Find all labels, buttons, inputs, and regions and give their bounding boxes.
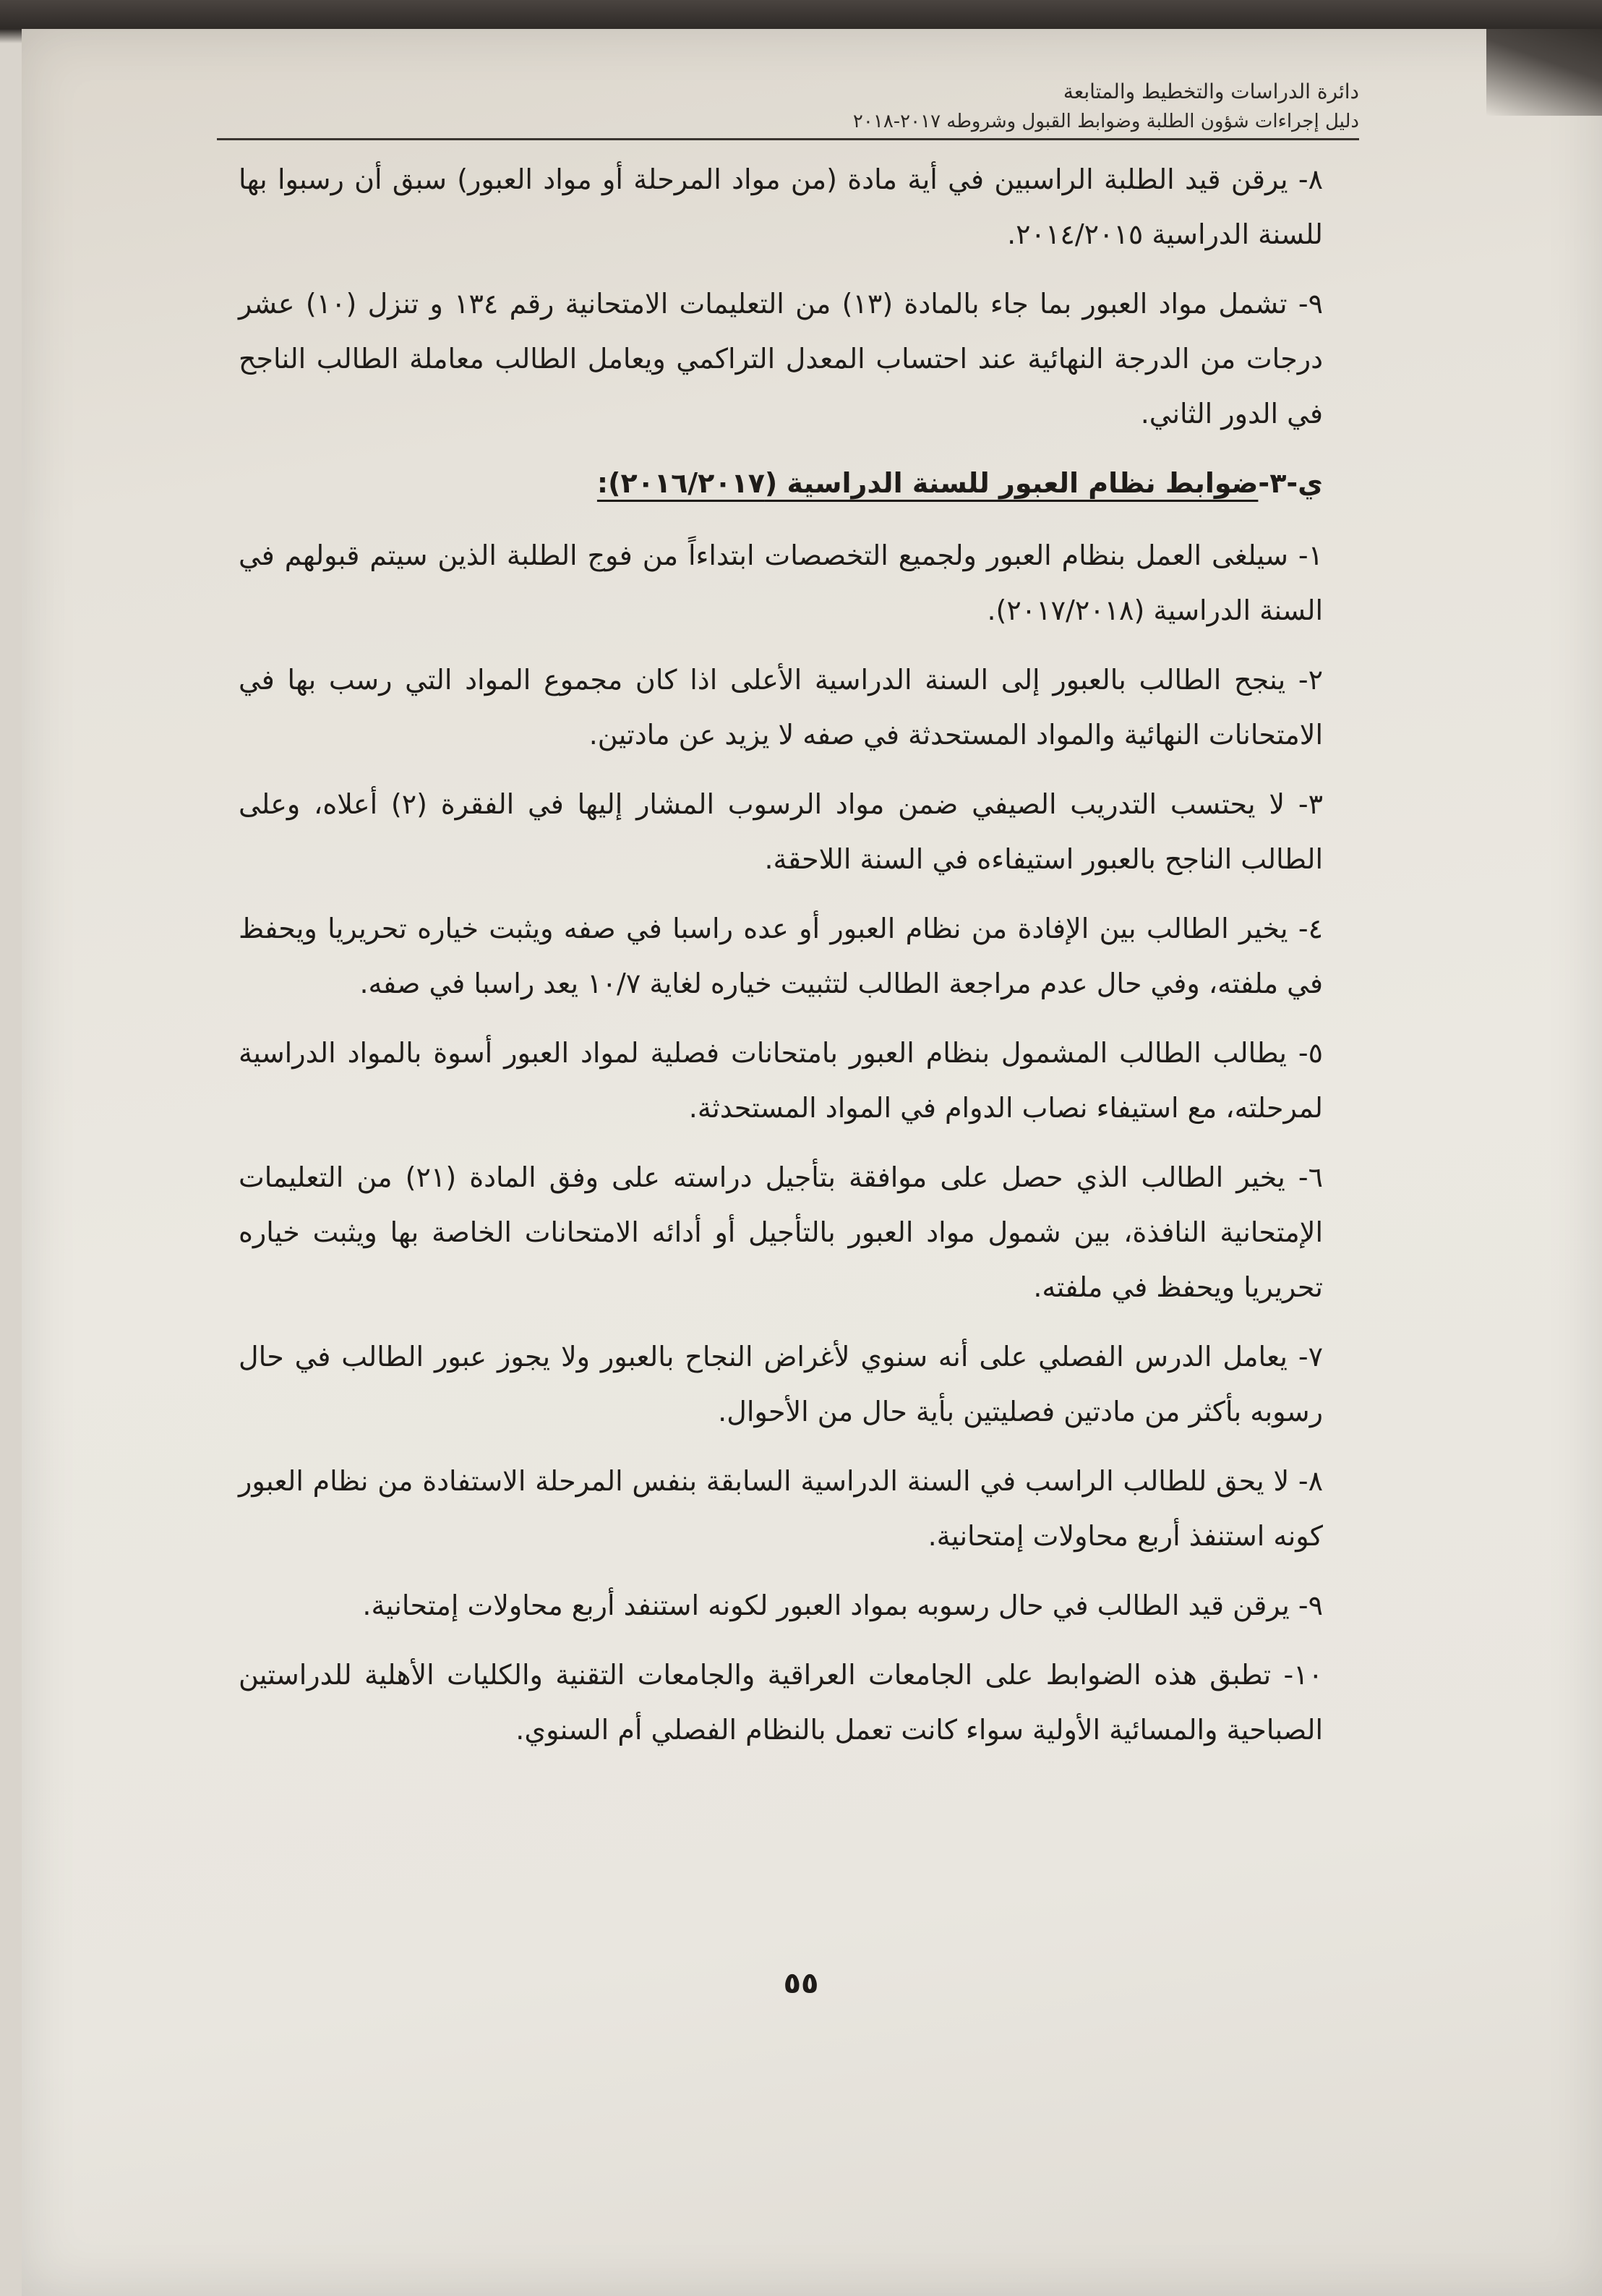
list-item-4: ٤- يخير الطالب بين الإفادة من نظام العبور أو عده راسبا في صفه ويثبت خياره تحريريا ويحفظ في ملفته، وفي حال عدم مراجعة الطالب لتثبيت خياره لغاية ١٠/٧ يعد راسبا في صفه. — [239, 913, 1323, 999]
list-item-7: ٧- يعامل الدرس الفصلي على أنه سنوي لأغراض النجاح بالعبور ولا يجوز عبور الطالب في حال رسوبه بأكثر من مادتين فصليتين بأية حال من الأحوال. — [239, 1341, 1323, 1427]
list-item-10: ١٠- تطبق هذه الضوابط على الجامعات العراقية والجامعات التقنية والكليات الأهلية للدراستين الصباحية والمسائية الأولية سواء كانت تعمل بالنظام الفصلي أم السنوي. — [239, 1659, 1323, 1746]
page-header — [217, 80, 1359, 140]
page-body — [239, 152, 1323, 1772]
list-item-2: ٢- ينجح الطالب بالعبور إلى السنة الدراسية الأعلى اذا كان مجموع المواد التي رسب بها في الامتحانات النهائية والمواد المستحدثة في صفه لا يزيد عن مادتين. — [239, 664, 1323, 751]
header-guide-title: دليل إجراءات شؤون الطلبة وضوابط القبول وشروطه ٢٠١٧-٢٠١٨ — [217, 111, 1359, 140]
list-item-8: ٨- لا يحق للطالب الراسب في السنة الدراسية السابقة بنفس المرحلة الاستفادة من نظام العبور كونه استنفذ أربع محاولات إمتحانية. — [239, 1465, 1323, 1552]
header-department: دائرة الدراسات والتخطيط والمتابعة — [1063, 80, 1359, 103]
section-heading — [239, 456, 1323, 511]
list-item-9: ٩- يرقن قيد الطالب في حال رسوبه بمواد العبور لكونه استنفد أربع محاولات إمتحانية. — [362, 1589, 1323, 1621]
list-item-1: ١- سيلغى العمل بنظام العبور ولجميع التخصصات ابتداءاً من فوج الطلبة الذين سيتم قبولهم في السنة الدراسية (٢٠١٧/٢٠١٨). — [239, 539, 1323, 626]
page-number: ٥٥ — [783, 1967, 819, 2000]
prev-item-9: ٩- تشمل مواد العبور بما جاء بالمادة (١٣) من التعليمات الامتحانية رقم ١٣٤ و تنزل (١٠) عشر درجات من الدرجة النهائية عند احتساب المعدل التراكمي ويعامل الطالب معاملة الطالب الناجح في الدور الثاني. — [239, 288, 1323, 430]
prev-item-8: ٨- يرقن قيد الطلبة الراسبين في أية مادة (من مواد المرحلة أو مواد العبور) سبق أن رسبوا بها للسنة الدراسية ٢٠١٤/٢٠١٥. — [239, 163, 1323, 250]
list-item-6: ٦- يخير الطالب الذي حصل على موافقة بتأجيل دراسته على وفق المادة (٢١) من التعليمات الإمتحانية النافذة، بين شمول مواد العبور بالتأجيل أو أدائه الامتحانات الخاصة بها ويثبت خياره تحريريا ويحفظ في ملفته. — [239, 1161, 1323, 1303]
page-corner-shadow — [1486, 29, 1602, 116]
section-prefix: ي-٣- — [1258, 467, 1323, 499]
list-item-5: ٥- يطالب الطالب المشمول بنظام العبور بامتحانات فصلية لمواد العبور أسوة بالمواد الدراسية لمرحلته، مع استيفاء نصاب الدوام في المواد المستحدثة. — [239, 1037, 1323, 1124]
list-item-3: ٣- لا يحتسب التدريب الصيفي ضمن مواد الرسوب المشار إليها في الفقرة (٢) أعلاه، وعلى الطالب الناجح بالعبور استيفاءه في السنة اللاحقة. — [239, 788, 1323, 875]
section-title: ضوابط نظام العبور للسنة الدراسية (٢٠١٦/٢٠١٧): — [596, 467, 1259, 499]
